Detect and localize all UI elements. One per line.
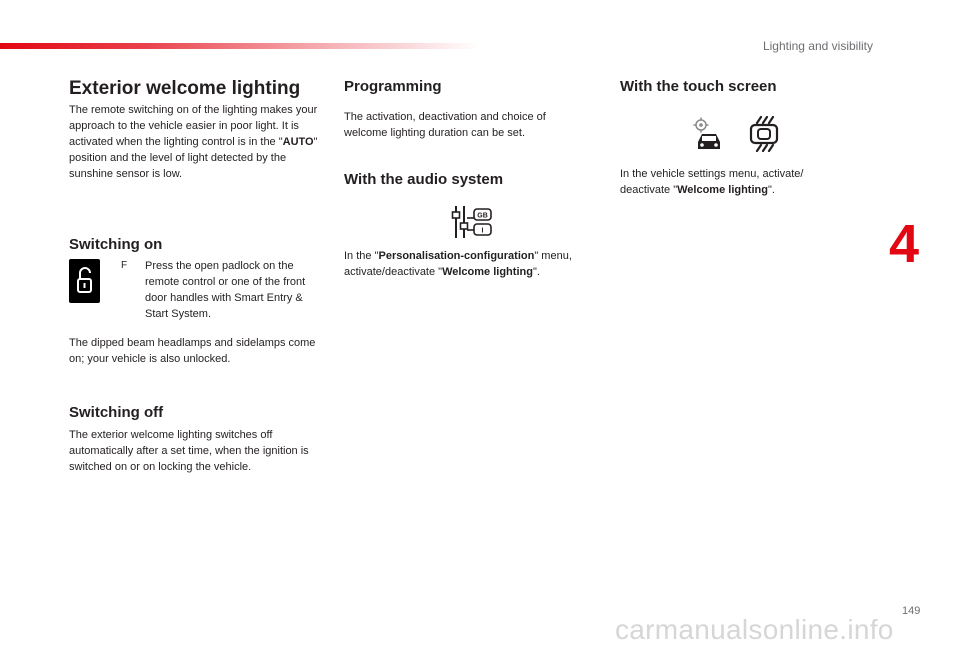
touch-screen-heading: With the touch screen [620, 78, 777, 95]
switching-on-heading: Switching on [69, 236, 163, 253]
switching-off-heading: Switching off [69, 404, 164, 421]
switching-on-bullet: Press the open padlock on the remote control or one of the front door handles with Smart Entry & Start System. [145, 260, 306, 320]
intro-paragraph: The remote switching on of the lighting makes your approach to the vehicle easier in poor light. It is activated when the lighting control is in the "AUTO" position and the level of light detected by the sunshine sensor is low. [69, 104, 318, 180]
audio-settings-icon [450, 203, 495, 241]
chapter-number: 4 [889, 214, 920, 274]
top-accent-bar [0, 43, 480, 49]
watermark: carmanualsonline.info [615, 614, 894, 645]
switching-off-text: The exterior welcome lighting switches off automatically after a set time, when the ignition is switched on or on locking the vehicle. [69, 429, 309, 473]
switching-on-result: The dipped beam headlamps and sidelamps come on; your vehicle is also unlocked. [69, 337, 316, 365]
bullet-mark: F [121, 260, 128, 271]
welcome-lighting-icon [746, 116, 782, 152]
page-number: 149 [902, 605, 921, 617]
section-header: Lighting and visibility [762, 39, 873, 53]
audio-icon-gb-label: GB [477, 212, 488, 220]
audio-icon-i-label: I [481, 227, 484, 235]
audio-system-heading: With the audio system [344, 171, 504, 188]
touch-screen-text: In the vehicle settings menu, activate/ deactivate "Welcome lighting". [620, 168, 804, 196]
programming-heading: Programming [344, 78, 442, 95]
page-title: Exterior welcome lighting [69, 78, 301, 99]
programming-text: The activation, deactivation and choice of welcome lighting duration can be set. [344, 111, 546, 139]
open-padlock-icon [69, 259, 100, 303]
vehicle-settings-icon [690, 116, 726, 152]
audio-system-text: In the "Personalisation-configuration" menu, activate/deactivate "Welcome lighting". [344, 250, 572, 278]
